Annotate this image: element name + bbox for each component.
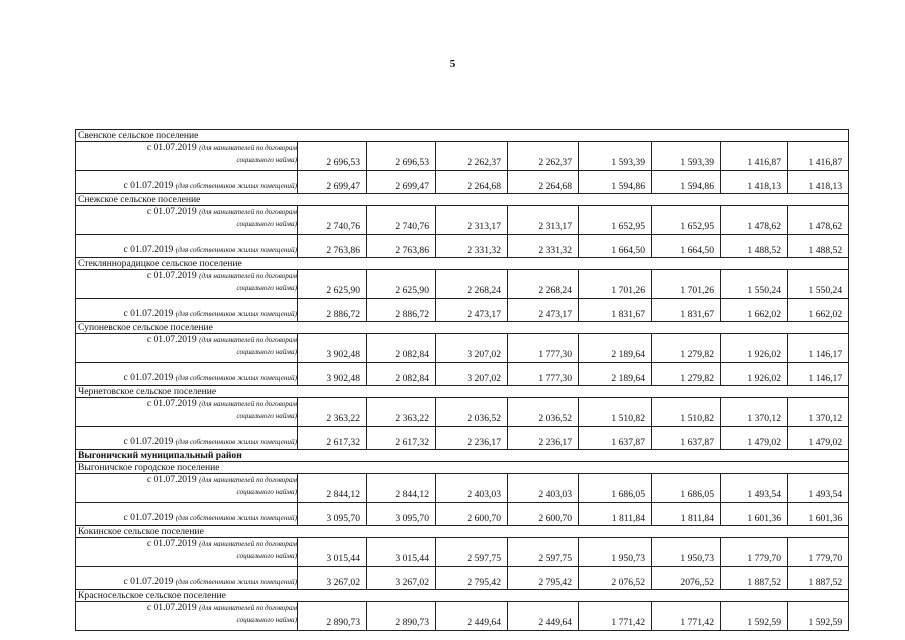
value-cell: 1 686,05	[579, 474, 652, 503]
row-label-date: с 01.07.2019	[146, 474, 197, 485]
row-label	[76, 474, 298, 503]
value-cell: 2 763,86	[298, 235, 367, 258]
row-label-line1	[76, 334, 297, 346]
value-cell: 1 510,82	[579, 398, 652, 427]
value-cell: 2 236,17	[436, 427, 508, 450]
row-label	[76, 567, 298, 590]
row-label-line1	[76, 270, 297, 282]
value-cell: 2 473,17	[508, 299, 579, 322]
row-label	[76, 503, 298, 526]
value-cell: 3 095,70	[298, 503, 367, 526]
value-cell: 1 146,17	[788, 334, 849, 363]
row-label	[76, 142, 298, 171]
row-label-note: (для собственников жилых помещений)	[175, 182, 297, 190]
section-header-row	[76, 386, 849, 398]
value-cell: 1 594,86	[652, 171, 721, 194]
row-label-line2	[76, 218, 297, 230]
row-label	[76, 334, 298, 363]
value-cell: 1 777,30	[508, 334, 579, 363]
row-label	[76, 398, 298, 427]
row-label-note: (для собственников жилых помещений)	[175, 310, 297, 318]
row-label	[76, 427, 298, 450]
value-cell: 1 279,82	[652, 334, 721, 363]
value-cell: 2 795,42	[436, 567, 508, 590]
row-label-date: с 01.07.2019	[146, 206, 197, 217]
value-cell: 3 015,44	[298, 538, 367, 567]
value-cell: 1 701,26	[579, 270, 652, 299]
value-cell: 1 550,24	[788, 270, 849, 299]
value-cell: 2 699,47	[298, 171, 367, 194]
row-label-date: с 01.07.2019	[146, 334, 197, 345]
owners-row	[76, 171, 849, 194]
value-cell: 2 236,17	[508, 427, 579, 450]
value-cell: 2 363,22	[367, 398, 436, 427]
row-label-date: с 01.07.2019	[123, 512, 174, 523]
owners-row	[76, 567, 849, 590]
row-label-line2	[76, 486, 297, 498]
value-cell: 1 478,62	[721, 206, 788, 235]
row-label-date: с 01.07.2019	[123, 576, 174, 587]
value-cell: 2 699,47	[367, 171, 436, 194]
section-title: Стекляннорадицкое сельское поселение	[76, 258, 849, 270]
value-cell: 1 478,62	[788, 206, 849, 235]
row-label-date: с 01.07.2019	[123, 308, 174, 319]
row-label-line1	[76, 474, 297, 486]
section-title: Снежское сельское поселение	[76, 194, 849, 206]
value-cell: 1 370,12	[788, 398, 849, 427]
row-label-line2	[76, 614, 297, 626]
value-cell: 2 189,64	[579, 363, 652, 386]
row-label-note: (для нанимателей по договорам	[199, 208, 297, 216]
value-cell: 3 015,44	[367, 538, 436, 567]
value-cell: 1 416,87	[721, 142, 788, 171]
value-cell: 2 696,53	[367, 142, 436, 171]
tenants-row	[76, 474, 849, 503]
owners-row	[76, 503, 849, 526]
section-header-row	[76, 258, 849, 270]
value-cell: 1 479,02	[788, 427, 849, 450]
tenants-row	[76, 206, 849, 235]
value-cell: 1 950,73	[579, 538, 652, 567]
row-label-note: (для собственников жилых помещений)	[175, 514, 297, 522]
row-label-note: (для собственников жилых помещений)	[175, 374, 297, 382]
row-label	[76, 602, 298, 631]
value-cell: 2 264,68	[436, 171, 508, 194]
value-cell: 2 449,64	[508, 602, 579, 631]
row-label	[76, 363, 298, 386]
tenants-row	[76, 142, 849, 171]
value-cell: 1 926,02	[721, 334, 788, 363]
row-label-note: (для нанимателей по договорам	[199, 144, 297, 152]
section-title: Супоневское сельское поселение	[76, 322, 849, 334]
value-cell: 2 597,75	[508, 538, 579, 567]
row-label	[76, 235, 298, 258]
value-cell: 1 686,05	[652, 474, 721, 503]
row-label-line2	[76, 550, 297, 562]
row-label-note: социального найма)	[236, 348, 297, 356]
row-label-note: (для нанимателей по договорам	[199, 604, 297, 612]
value-cell: 2 625,90	[298, 270, 367, 299]
section-header-row	[76, 450, 849, 462]
row-label	[76, 538, 298, 567]
value-cell: 1 592,59	[721, 602, 788, 631]
value-cell: 1 479,02	[721, 427, 788, 450]
value-cell: 2 617,32	[298, 427, 367, 450]
section-header-row	[76, 194, 849, 206]
row-label-note: (для собственников жилых помещений)	[175, 246, 297, 254]
row-label-line1	[76, 142, 297, 154]
value-cell: 2 597,75	[436, 538, 508, 567]
value-cell: 2 268,24	[436, 270, 508, 299]
tenants-row	[76, 538, 849, 567]
value-cell: 1 926,02	[721, 363, 788, 386]
section-header-row	[76, 462, 849, 474]
value-cell: 1 510,82	[652, 398, 721, 427]
row-label-note: (для нанимателей по договорам	[199, 400, 297, 408]
value-cell: 1 493,54	[721, 474, 788, 503]
value-cell: 1 550,24	[721, 270, 788, 299]
owners-row	[76, 299, 849, 322]
section-title: Чернетовское сельское поселение	[76, 386, 849, 398]
value-cell: 1 811,84	[579, 503, 652, 526]
value-cell: 2 403,03	[508, 474, 579, 503]
row-label-date: с 01.07.2019	[146, 602, 197, 613]
value-cell: 2 795,42	[508, 567, 579, 590]
value-cell: 2 403,03	[436, 474, 508, 503]
value-cell: 1 594,86	[579, 171, 652, 194]
tariff-table	[75, 129, 849, 631]
value-cell: 3 267,02	[367, 567, 436, 590]
row-label-note: социального найма)	[236, 156, 297, 164]
row-label-line2	[76, 282, 297, 294]
value-cell: 1 662,02	[721, 299, 788, 322]
value-cell: 3 267,02	[298, 567, 367, 590]
value-cell: 3 207,02	[436, 334, 508, 363]
row-label-line2	[76, 346, 297, 358]
value-cell: 2 331,32	[436, 235, 508, 258]
value-cell: 2 600,70	[436, 503, 508, 526]
value-cell: 1 593,39	[579, 142, 652, 171]
row-label	[76, 270, 298, 299]
page-number: 5	[449, 58, 456, 70]
section-title: Красносельское сельское поселение	[76, 590, 849, 602]
row-label-note: (для нанимателей по договорам	[199, 336, 297, 344]
value-cell: 1 601,36	[788, 503, 849, 526]
owners-row	[76, 363, 849, 386]
value-cell: 1 779,70	[788, 538, 849, 567]
value-cell: 2 625,90	[367, 270, 436, 299]
value-cell: 1 701,26	[652, 270, 721, 299]
row-label	[76, 206, 298, 235]
value-cell: 2 363,22	[298, 398, 367, 427]
value-cell: 3 095,70	[367, 503, 436, 526]
row-label-note: (для нанимателей по договорам	[199, 272, 297, 280]
row-label-date: с 01.07.2019	[123, 180, 174, 191]
value-cell: 2 313,17	[436, 206, 508, 235]
value-cell: 1 664,50	[652, 235, 721, 258]
row-label-date: с 01.07.2019	[146, 142, 197, 153]
value-cell: 2 890,73	[367, 602, 436, 631]
row-label-note: социального найма)	[236, 220, 297, 228]
value-cell: 1 418,13	[721, 171, 788, 194]
section-header-row	[76, 590, 849, 602]
value-cell: 1 416,87	[788, 142, 849, 171]
value-cell: 1 592,59	[788, 602, 849, 631]
value-cell: 2 473,17	[436, 299, 508, 322]
value-cell: 1 771,42	[579, 602, 652, 631]
value-cell: 2 844,12	[298, 474, 367, 503]
section-header-row	[76, 130, 849, 142]
value-cell: 1 777,30	[508, 363, 579, 386]
tenants-row	[76, 398, 849, 427]
row-label-line2	[76, 154, 297, 166]
value-cell: 2 449,64	[436, 602, 508, 631]
row-label-note: (для нанимателей по договорам	[199, 476, 297, 484]
value-cell: 2 036,52	[436, 398, 508, 427]
value-cell: 2 890,73	[298, 602, 367, 631]
row-label-line1	[76, 398, 297, 410]
row-label-date: с 01.07.2019	[123, 244, 174, 255]
row-label-note: социального найма)	[236, 488, 297, 496]
row-label-line2	[76, 410, 297, 422]
owners-row	[76, 235, 849, 258]
value-cell: 1 637,87	[652, 427, 721, 450]
value-cell: 1 664,50	[579, 235, 652, 258]
value-cell: 1 652,95	[652, 206, 721, 235]
value-cell: 2 886,72	[367, 299, 436, 322]
value-cell: 1 771,42	[652, 602, 721, 631]
row-label-date: с 01.07.2019	[146, 270, 197, 281]
row-label-date: с 01.07.2019	[146, 538, 197, 549]
value-cell: 2 331,32	[508, 235, 579, 258]
value-cell: 2 082,84	[367, 363, 436, 386]
value-cell: 2 262,37	[436, 142, 508, 171]
value-cell: 1 637,87	[579, 427, 652, 450]
value-cell: 1 493,54	[788, 474, 849, 503]
row-label	[76, 299, 298, 322]
value-cell: 2 740,76	[298, 206, 367, 235]
value-cell: 1 831,67	[652, 299, 721, 322]
value-cell: 1 370,12	[721, 398, 788, 427]
table-body	[76, 130, 849, 631]
row-label-note: социального найма)	[236, 616, 297, 624]
value-cell: 2 886,72	[298, 299, 367, 322]
value-cell: 1 652,95	[579, 206, 652, 235]
value-cell: 1 488,52	[788, 235, 849, 258]
value-cell: 1 488,52	[721, 235, 788, 258]
value-cell: 1 831,67	[579, 299, 652, 322]
value-cell: 2 740,76	[367, 206, 436, 235]
value-cell: 2 268,24	[508, 270, 579, 299]
row-label-note: социального найма)	[236, 412, 297, 420]
value-cell: 3 207,02	[436, 363, 508, 386]
row-label-note: (для собственников жилых помещений)	[175, 578, 297, 586]
value-cell: 1 887,52	[721, 567, 788, 590]
value-cell: 1 950,73	[652, 538, 721, 567]
value-cell: 2 262,37	[508, 142, 579, 171]
tenants-row	[76, 270, 849, 299]
row-label-date: с 01.07.2019	[146, 398, 197, 409]
value-cell: 3 902,48	[298, 363, 367, 386]
value-cell: 1 593,39	[652, 142, 721, 171]
value-cell: 1 811,84	[652, 503, 721, 526]
value-cell: 1 279,82	[652, 363, 721, 386]
value-cell: 2 763,86	[367, 235, 436, 258]
value-cell: 1 601,36	[721, 503, 788, 526]
value-cell: 1 887,52	[788, 567, 849, 590]
value-cell: 2 189,64	[579, 334, 652, 363]
section-header-row	[76, 322, 849, 334]
row-label-note: (для нанимателей по договорам	[199, 540, 297, 548]
tenants-row	[76, 602, 849, 631]
owners-row	[76, 427, 849, 450]
row-label	[76, 171, 298, 194]
district-title: Выгоничский муниципальный район	[76, 450, 849, 462]
row-label-line1	[76, 538, 297, 550]
row-label-note: социального найма)	[236, 284, 297, 292]
row-label-note: (для собственников жилых помещений)	[175, 438, 297, 446]
value-cell: 2 082,84	[367, 334, 436, 363]
tenants-row	[76, 334, 849, 363]
value-cell: 1 779,70	[721, 538, 788, 567]
value-cell: 2 264,68	[508, 171, 579, 194]
value-cell: 2 696,53	[298, 142, 367, 171]
section-header-row	[76, 526, 849, 538]
value-cell: 2076,,52	[652, 567, 721, 590]
section-title: Выгоничское городское поселение	[76, 462, 849, 474]
value-cell: 2 844,12	[367, 474, 436, 503]
value-cell: 1 662,02	[788, 299, 849, 322]
value-cell: 2 036,52	[508, 398, 579, 427]
section-title: Кокинское сельское поселение	[76, 526, 849, 538]
section-title: Свенское сельское поселение	[76, 130, 849, 142]
row-label-line1	[76, 602, 297, 614]
row-label-line1	[76, 206, 297, 218]
row-label-note: социального найма)	[236, 552, 297, 560]
value-cell: 2 617,32	[367, 427, 436, 450]
value-cell: 2 076,52	[579, 567, 652, 590]
row-label-date: с 01.07.2019	[123, 436, 174, 447]
row-label-date: с 01.07.2019	[123, 372, 174, 383]
value-cell: 3 902,48	[298, 334, 367, 363]
value-cell: 2 600,70	[508, 503, 579, 526]
value-cell: 1 418,13	[788, 171, 849, 194]
value-cell: 1 146,17	[788, 363, 849, 386]
value-cell: 2 313,17	[508, 206, 579, 235]
